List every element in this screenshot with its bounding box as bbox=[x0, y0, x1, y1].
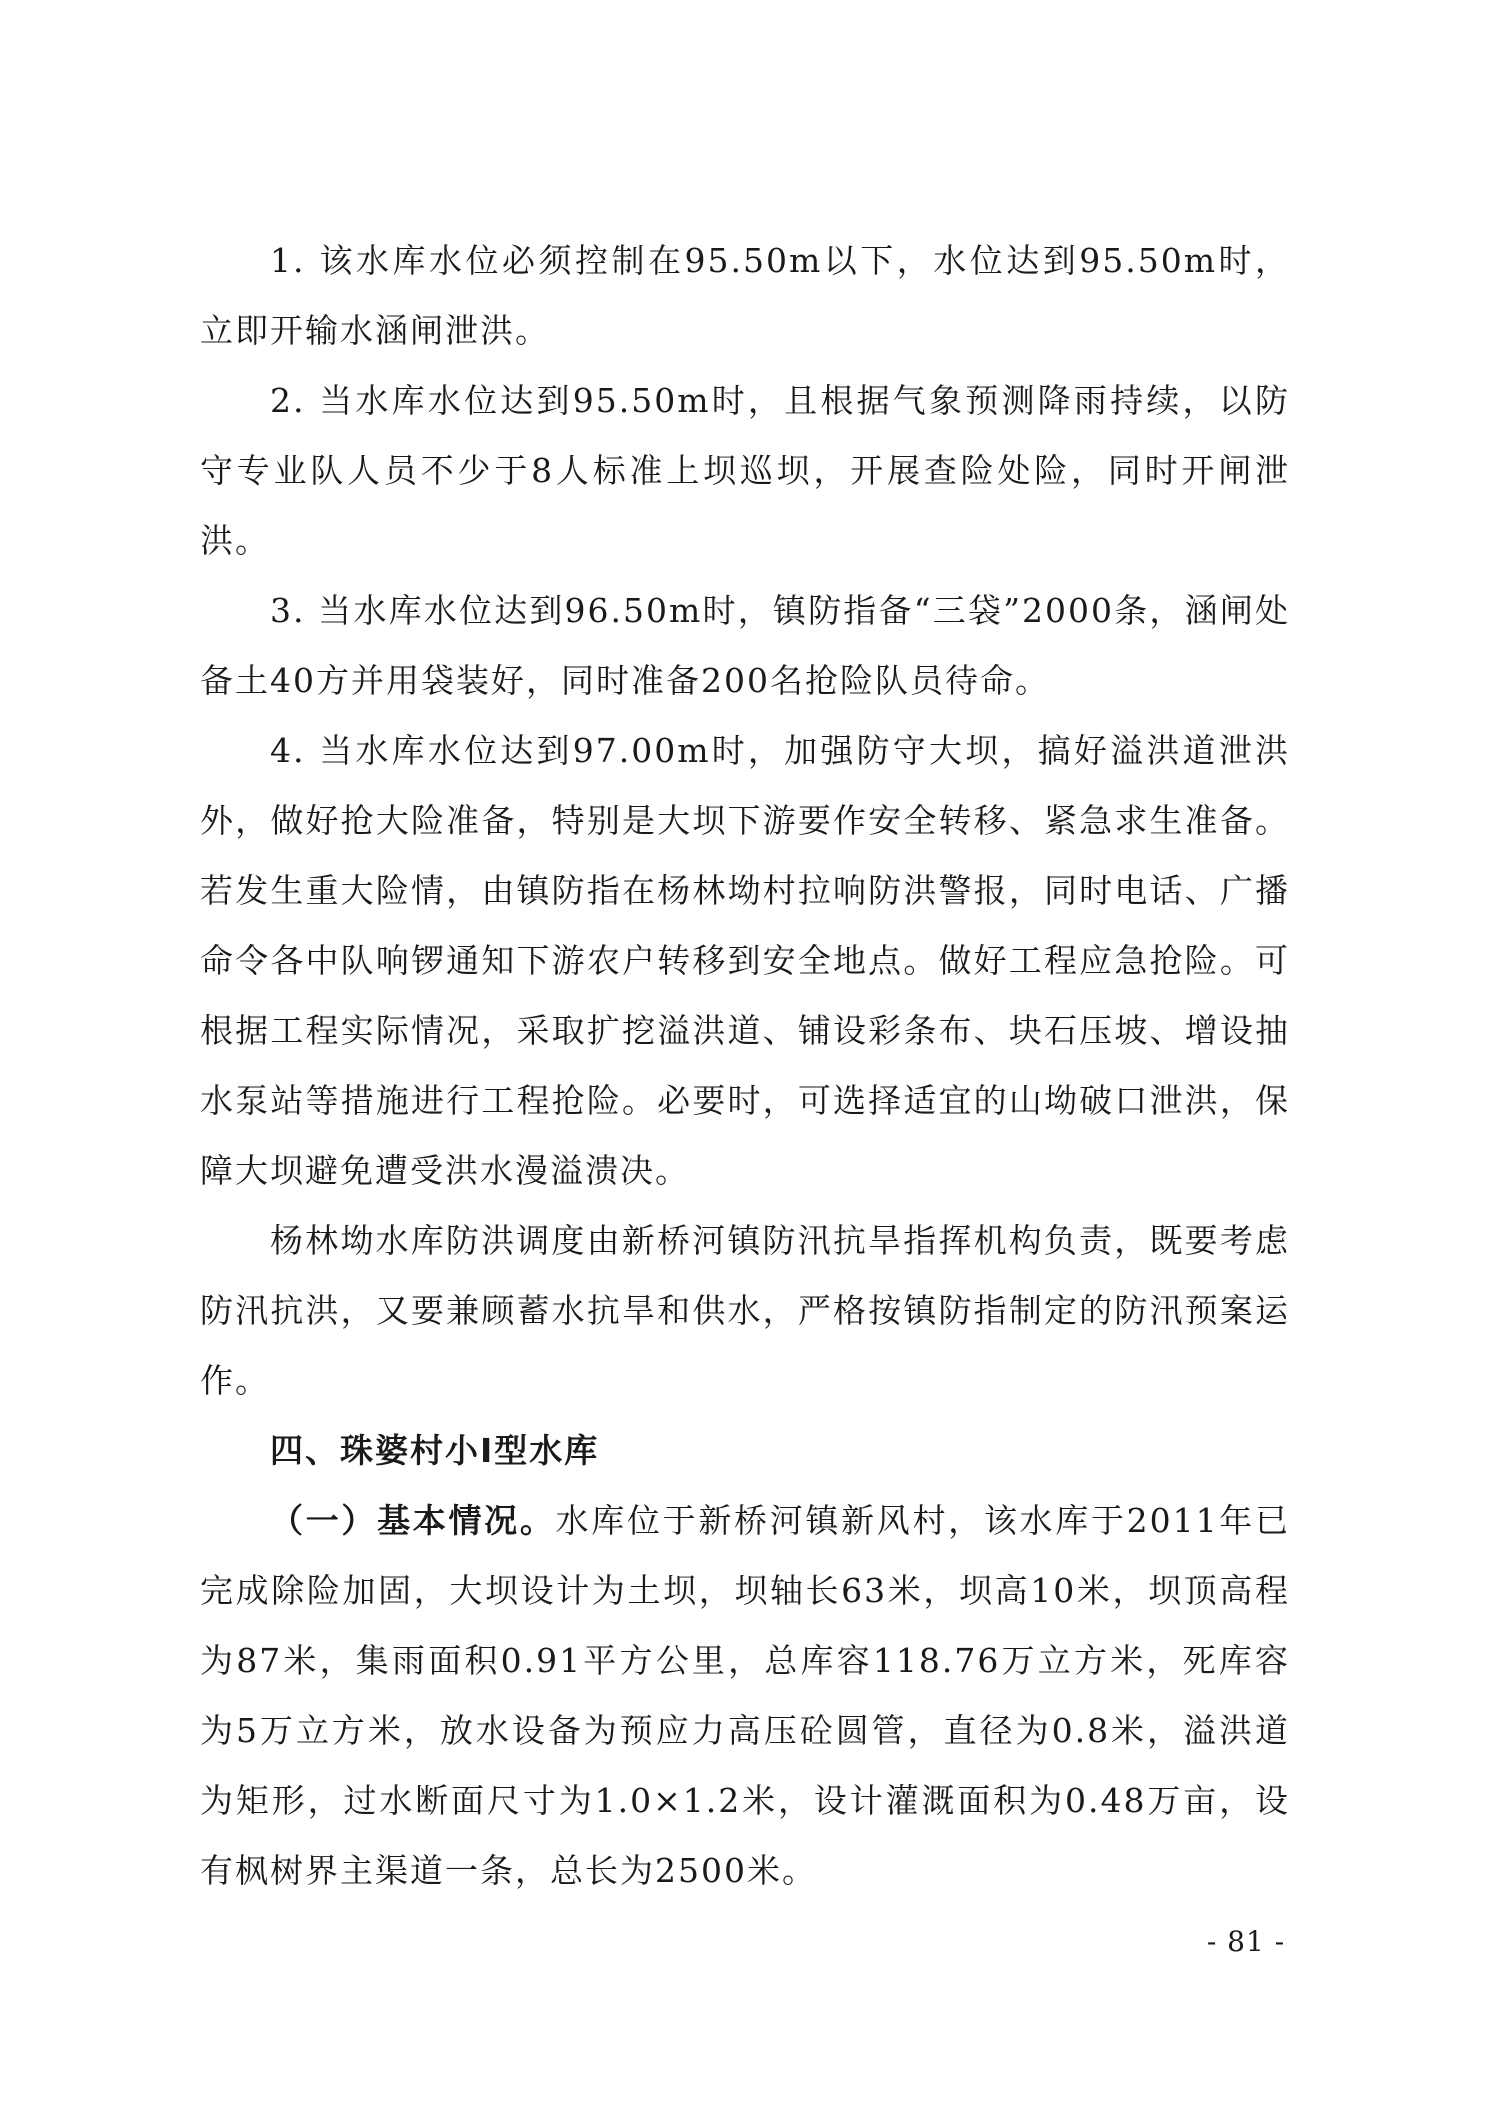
paragraph-dispatch-note: 杨林坳水库防洪调度由新桥河镇防汛抗旱指挥机构负责，既要考虑防汛抗洪，又要兼顾蓄水抗旱和供水，严格按镇防指制定的防汛预案运作。 bbox=[200, 1221, 1290, 1400]
paragraph-item-4: 4. 当水库水位达到97.00m时，加强防守大坝，搞好溢洪道泄洪外，做好抢大险准备，特别是大坝下游要作安全转移、紧急求生准备。若发生重大险情，由镇防指在杨林坳村拉响防洪警报，同时电话、广播命令各中队响锣通知下游农户转移到安全地点。做好工程应急抢险。可根据工程实际情况，采取扩挖溢洪道、铺设彩条布、块石压坡、增设抽水泵站等措施进行工程抢险。必要时，可选择适宜的山坳破口泄洪，保障大坝避免遭受洪水漫溢溃决。 bbox=[200, 731, 1290, 1190]
section-heading: 四、珠婆村小Ⅰ型水库 bbox=[270, 1431, 600, 1470]
paragraph-item-1: 1. 该水库水位必须控制在95.50m以下，水位达到95.50m时，立即开输水涵闸泄洪。 bbox=[200, 241, 1290, 350]
paragraph-item-3: 3. 当水库水位达到96.50m时，镇防指备“三袋”2000条，涵闸处备土40方并用袋装好，同时准备200名抢险队员待命。 bbox=[200, 591, 1290, 700]
basic-info-text: 水库位于新桥河镇新风村，该水库于2011年已完成除险加固，大坝设计为土坝，坝轴长63米，坝高10米，坝顶高程为87米，集雨面积0.91平方公里，总库容118.76万立方米，死库容为5万立方米，放水设备为预应力高压砼圆管，直径为0.8米，溢洪道为矩形，过水断面尺寸为1.0×1.2米，设计灌溉面积为0.48万亩，设有枫树界主渠道一条，总长为2500米。 bbox=[200, 1501, 1291, 1890]
paragraph-item-2: 2. 当水库水位达到95.50m时，且根据气象预测降雨持续，以防守专业队人员不少于8人标准上坝巡坝，开展查险处险，同时开闸泄洪。 bbox=[200, 381, 1290, 560]
page-number: - 81 - bbox=[1206, 1925, 1286, 1958]
page-body bbox=[200, 226, 1290, 1906]
basic-info-lead: （一）基本情况。 bbox=[270, 1501, 556, 1540]
basic-info-paragraph bbox=[200, 1486, 1290, 1906]
